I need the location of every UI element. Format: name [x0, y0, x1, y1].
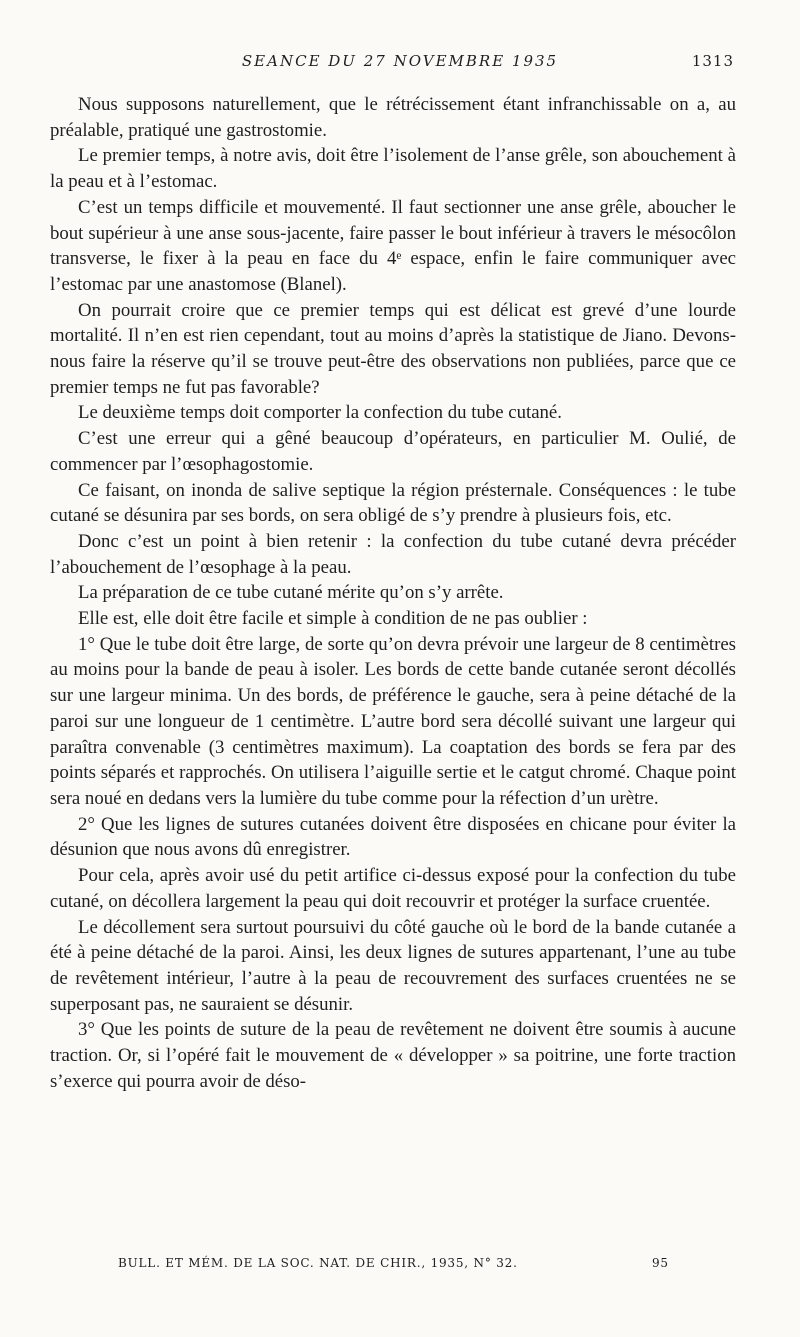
- page-number: 1313: [691, 52, 734, 70]
- paragraph: Elle est, elle doit être facile et simple à condition de ne pas oublier :: [78, 608, 588, 630]
- body-text: [50, 92, 736, 1094]
- page-footer: [0, 1256, 800, 1276]
- paragraph: 2° Que les lignes de sutures cutanées doivent être disposées en chicane pour éviter la désunion que nous avons dû enregistrer.: [50, 813, 736, 861]
- paragraph: Donc c’est un point à bien retenir : la confection du tube cutané devra précéder l’abouchement de l’œsophage à la peau.: [50, 530, 736, 578]
- paragraph: Le premier temps, à notre avis, doit être l’isolement de l’anse grêle, son abouchement à la peau et à l’estomac.: [50, 145, 736, 193]
- paragraph: Nous supposons naturellement, que le rétrécissement étant infranchissable on a, au préalable, pratiqué une gastrostomie.: [50, 94, 736, 141]
- paragraph: Ce faisant, on inonda de salive septique la région présternale. Conséquences : le tube cutané se désunira par ses bords, on sera obligé de s’y prendre à plusieurs fois, etc.: [50, 479, 736, 527]
- paragraph: C’est un temps difficile et mouvementé. Il faut sectionner une anse grêle, aboucher le bout supérieur à une anse sous-jacente, faire passer le bout inférieur à travers le mésocôlon transverse, le fixer à la peau en face du 4ᵉ espace, enfin le faire communiquer avec l’estomac par une anastomose (Blanel).: [50, 196, 736, 295]
- footer-signature: 95: [652, 1256, 669, 1270]
- paragraph: On pourrait croire que ce premier temps qui est délicat est grevé d’une lourde mortalité. Il n’en est rien cependant, tout au moins d’après la statistique de Jiano. Devons-nous faire la réserve qu’il se trouve peut-être des observations non publiées, parce que ce premier temps ne fut pas favorable?: [50, 299, 736, 398]
- paragraph: Le deuxième temps doit comporter la confection du tube cutané.: [78, 402, 562, 424]
- paragraph: 1° Que le tube doit être large, de sorte qu’on devra prévoir une largeur de 8 centimètres au moins pour la bande de peau à isoler. Les bords de cette bande cutanée seront décollés sur une largeur minima. Un des bords, de préférence le gauche, sera à peine détaché de la paroi sur une longueur de 1 centimètre. L’autre bord sera décollé suivant une largeur qui paraîtra convenable (3 centimètres maximum). La coaptation des bords se fera par des points séparés et rapprochés. On utilisera l’aiguille sertie et le catgut chromé. Chaque point sera noué en dedans vers la lumière du tube comme pour la réfection d’un urètre.: [50, 633, 736, 809]
- running-title: SEANCE DU 27 NOVEMBRE 1935: [241, 52, 559, 70]
- paragraph: 3° Que les points de suture de la peau de revêtement ne doivent être soumis à aucune traction. Or, si l’opéré fait le mouvement de « développer » sa poitrine, une forte traction s’exerce qui pourra avoir de déso-: [50, 1019, 736, 1092]
- paragraph: C’est une erreur qui a gêné beaucoup d’opérateurs, en particulier M. Oulié, de commencer par l’œsophagostomie.: [50, 428, 736, 475]
- paragraph: La préparation de ce tube cutané mérite qu’on s’y arrête.: [78, 582, 504, 604]
- footer-reference: BULL. ET MÉM. DE LA SOC. NAT. DE CHIR., 1935, N° 32.: [118, 1256, 518, 1270]
- running-header: [0, 52, 800, 74]
- paragraph: Pour cela, après avoir usé du petit artifice ci-dessus exposé pour la confection du tube cutané, on décollera largement la peau qui doit recouvrir et protéger la surface cruentée.: [50, 865, 736, 912]
- paragraph: Le décollement sera surtout poursuivi du côté gauche où le bord de la bande cutanée a été à peine détaché de la paroi. Ainsi, les deux lignes de sutures appartenant, l’une au tube de revêtement intérieur, l’autre à la peau de recouvrement des surfaces cruentées ne se superposant pas, ne sauraient se désunir.: [50, 916, 736, 1015]
